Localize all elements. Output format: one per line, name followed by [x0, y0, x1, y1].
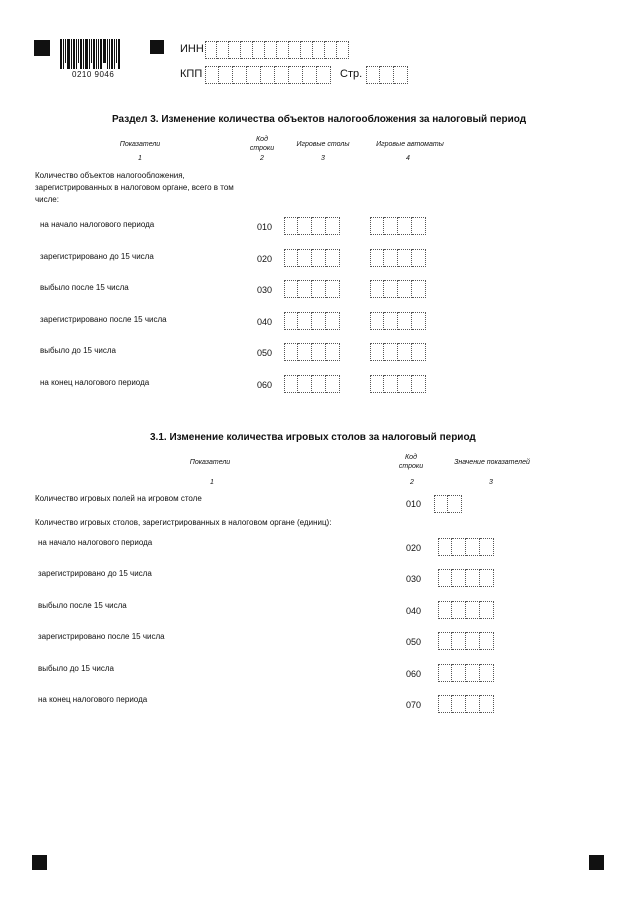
- s3-col-tables: Игровые столы: [296, 141, 350, 148]
- s31-row-code: 020: [406, 543, 422, 553]
- barcode-bar: [83, 39, 84, 69]
- barcode-bar: [60, 39, 62, 69]
- section3-title: Раздел 3. Изменение количества объектов налогообложения за налоговый период: [112, 114, 527, 125]
- entry-cell[interactable]: [312, 280, 326, 298]
- s3-row-label: выбыло до 15 числа: [40, 346, 116, 355]
- entry-cell[interactable]: [326, 312, 340, 330]
- entry-cell[interactable]: [265, 41, 277, 59]
- entry-cell[interactable]: [298, 343, 312, 361]
- entry-cell[interactable]: [480, 632, 494, 650]
- entry-cell[interactable]: [384, 217, 398, 235]
- s3-machines-value[interactable]: [370, 280, 426, 298]
- entry-cell[interactable]: [412, 249, 426, 267]
- entry-cell[interactable]: [398, 312, 412, 330]
- s3-machines-value[interactable]: [370, 217, 426, 235]
- s3-tables-value[interactable]: [284, 312, 340, 330]
- entry-cell[interactable]: [217, 41, 229, 59]
- entry-cell[interactable]: [253, 41, 265, 59]
- entry-cell[interactable]: [452, 569, 466, 587]
- entry-cell[interactable]: [298, 312, 312, 330]
- s3-col-num-4: 4: [406, 155, 410, 162]
- s3-tables-value[interactable]: [284, 343, 340, 361]
- barcode: [60, 39, 130, 69]
- s31-row-label: зарегистрировано после 15 числа: [38, 632, 165, 641]
- s3-row-code: 040: [257, 317, 273, 327]
- s31-value[interactable]: [438, 632, 494, 650]
- s31-row-label: на конец налогового периода: [38, 695, 148, 704]
- entry-cell[interactable]: [370, 249, 384, 267]
- barcode-bar: [96, 39, 97, 69]
- barcode-bar: [63, 39, 64, 69]
- kpp-field[interactable]: [205, 66, 331, 84]
- entry-cell[interactable]: [298, 217, 312, 235]
- entry-cell[interactable]: [205, 66, 219, 84]
- entry-cell[interactable]: [326, 280, 340, 298]
- s31-fields-value[interactable]: [434, 495, 462, 513]
- entry-cell[interactable]: [398, 249, 412, 267]
- entry-cell[interactable]: [313, 41, 325, 59]
- page-label: Стр.: [340, 68, 363, 80]
- s3-intro: Количество объектов налогообложения, зарегистрированных в налоговом органе, всего в том числе:: [35, 171, 234, 204]
- section31-title: 3.1. Изменение количества игровых столов за налоговый период: [150, 432, 476, 443]
- entry-cell[interactable]: [312, 312, 326, 330]
- entry-cell[interactable]: [284, 375, 298, 393]
- barcode-bar: [118, 39, 120, 69]
- entry-cell[interactable]: [480, 695, 494, 713]
- s3-row-code: 060: [257, 380, 273, 390]
- entry-cell[interactable]: [284, 249, 298, 267]
- entry-cell[interactable]: [394, 66, 408, 84]
- s3-col-indicators: Показатели: [119, 141, 161, 148]
- s3-row-label: выбыло после 15 числа: [40, 283, 129, 292]
- barcode-bar: [114, 39, 115, 69]
- entry-cell[interactable]: [289, 41, 301, 59]
- entry-cell[interactable]: [380, 66, 394, 84]
- s3-machines-value[interactable]: [370, 312, 426, 330]
- entry-cell[interactable]: [466, 601, 480, 619]
- entry-cell[interactable]: [261, 66, 275, 84]
- barcode-bar: [116, 39, 117, 63]
- entry-cell[interactable]: [398, 375, 412, 393]
- entry-cell[interactable]: [384, 280, 398, 298]
- entry-cell[interactable]: [370, 280, 384, 298]
- s31-col-num-3: 3: [489, 479, 493, 486]
- barcode-bar: [107, 39, 108, 69]
- entry-cell[interactable]: [241, 41, 253, 59]
- corner-marker-bottom-right: [589, 855, 604, 870]
- entry-cell[interactable]: [480, 538, 494, 556]
- entry-cell[interactable]: [284, 217, 298, 235]
- s3-row-code: 020: [257, 254, 273, 264]
- entry-cell[interactable]: [438, 601, 452, 619]
- entry-cell[interactable]: [298, 280, 312, 298]
- entry-cell[interactable]: [466, 632, 480, 650]
- entry-cell[interactable]: [205, 41, 217, 59]
- s3-tables-value[interactable]: [284, 249, 340, 267]
- s3-tables-value[interactable]: [284, 375, 340, 393]
- s31-value[interactable]: [438, 569, 494, 587]
- barcode-bar: [78, 39, 79, 63]
- entry-cell[interactable]: [284, 312, 298, 330]
- entry-cell[interactable]: [303, 66, 317, 84]
- entry-cell[interactable]: [317, 66, 331, 84]
- s3-col-num-3: 3: [321, 155, 325, 162]
- s3-row-label: зарегистрировано после 15 числа: [40, 315, 167, 324]
- entry-cell[interactable]: [384, 249, 398, 267]
- entry-cell[interactable]: [398, 217, 412, 235]
- s31-value[interactable]: [438, 538, 494, 556]
- entry-cell[interactable]: [412, 375, 426, 393]
- s31-value[interactable]: [438, 601, 494, 619]
- entry-cell[interactable]: [326, 343, 340, 361]
- barcode-bar: [103, 39, 106, 63]
- s3-tables-value[interactable]: [284, 217, 340, 235]
- barcode-bar: [67, 39, 70, 69]
- corner-marker-bottom-left: [32, 855, 47, 870]
- barcode-bar: [100, 39, 102, 69]
- barcode-bar: [111, 39, 113, 69]
- entry-cell[interactable]: [337, 41, 349, 59]
- barcode-bar: [73, 39, 75, 69]
- entry-cell[interactable]: [247, 66, 261, 84]
- entry-cell[interactable]: [434, 495, 448, 513]
- entry-cell[interactable]: [384, 343, 398, 361]
- s31-row-label: выбыло после 15 числа: [38, 601, 127, 610]
- s31-value[interactable]: [438, 664, 494, 682]
- kpp-label: КПП: [180, 68, 203, 80]
- entry-cell[interactable]: [301, 41, 313, 59]
- s31-row-label: выбыло до 15 числа: [38, 664, 114, 673]
- s31-row-label: зарегистрировано до 15 числа: [38, 569, 152, 578]
- entry-cell[interactable]: [284, 343, 298, 361]
- entry-cell[interactable]: [275, 66, 289, 84]
- s3-machines-value[interactable]: [370, 249, 426, 267]
- entry-cell[interactable]: [326, 249, 340, 267]
- s31-col-indicators: Показатели: [189, 459, 231, 466]
- barcode-bar: [89, 39, 90, 69]
- entry-cell[interactable]: [366, 66, 380, 84]
- s3-col-machines: Игровые автоматы: [376, 141, 444, 148]
- page-number-field[interactable]: [366, 66, 408, 84]
- barcode-bar: [91, 39, 92, 63]
- entry-cell[interactable]: [370, 343, 384, 361]
- s31-col-num-2: 2: [410, 479, 414, 486]
- s31-col-num-1: 1: [210, 479, 214, 486]
- entry-cell[interactable]: [233, 66, 247, 84]
- entry-cell[interactable]: [438, 695, 452, 713]
- entry-cell[interactable]: [312, 343, 326, 361]
- entry-cell[interactable]: [326, 375, 340, 393]
- s31-row-code: 070: [406, 700, 422, 710]
- barcode-bar: [76, 39, 77, 69]
- barcode-bar: [98, 39, 99, 69]
- entry-cell[interactable]: [284, 280, 298, 298]
- entry-cell[interactable]: [412, 280, 426, 298]
- s3-row-label: на конец налогового периода: [40, 378, 150, 387]
- entry-cell[interactable]: [384, 312, 398, 330]
- s31-fields-label: Количество игровых полей на игровом столе: [35, 494, 202, 503]
- entry-cell[interactable]: [398, 343, 412, 361]
- entry-cell[interactable]: [438, 569, 452, 587]
- barcode-number: 0210 9046: [72, 70, 115, 79]
- entry-cell[interactable]: [384, 375, 398, 393]
- entry-cell[interactable]: [438, 632, 452, 650]
- entry-cell[interactable]: [312, 249, 326, 267]
- entry-cell[interactable]: [370, 375, 384, 393]
- s3-col-code: Код строки: [249, 136, 275, 152]
- entry-cell[interactable]: [326, 217, 340, 235]
- entry-cell[interactable]: [438, 538, 452, 556]
- barcode-bar: [65, 39, 66, 63]
- s31-fields-code: 010: [406, 499, 422, 509]
- entry-cell[interactable]: [412, 217, 426, 235]
- entry-cell[interactable]: [466, 695, 480, 713]
- s31-row-code: 060: [406, 669, 422, 679]
- s3-col-num-2: 2: [260, 155, 264, 162]
- entry-cell[interactable]: [289, 66, 303, 84]
- entry-cell[interactable]: [325, 41, 337, 59]
- corner-marker-top-left: [34, 40, 50, 56]
- s3-row-code: 010: [257, 222, 273, 232]
- s31-row-label: на начало налогового периода: [38, 538, 153, 547]
- corner-marker-top-mid: [150, 40, 164, 54]
- s31-row-code: 030: [406, 574, 422, 584]
- inn-label: ИНН: [180, 43, 204, 55]
- entry-cell[interactable]: [480, 569, 494, 587]
- entry-cell[interactable]: [480, 664, 494, 682]
- barcode-bar: [80, 39, 82, 69]
- barcode-bar: [109, 39, 110, 69]
- entry-cell[interactable]: [412, 343, 426, 361]
- s3-row-label: на начало налогового периода: [40, 220, 155, 229]
- s3-col-num-1: 1: [138, 155, 142, 162]
- entry-cell[interactable]: [370, 312, 384, 330]
- inn-field[interactable]: [205, 41, 349, 59]
- entry-cell[interactable]: [312, 375, 326, 393]
- entry-cell[interactable]: [277, 41, 289, 59]
- entry-cell[interactable]: [448, 495, 462, 513]
- entry-cell[interactable]: [398, 280, 412, 298]
- s31-value[interactable]: [438, 695, 494, 713]
- entry-cell[interactable]: [298, 249, 312, 267]
- s3-row-code: 030: [257, 285, 273, 295]
- entry-cell[interactable]: [298, 375, 312, 393]
- s31-col-value: Значение показателей: [454, 459, 530, 466]
- entry-cell[interactable]: [452, 632, 466, 650]
- barcode-bar: [71, 39, 72, 69]
- s31-tables-intro: Количество игровых столов, зарегистрированных в налоговом органе (единиц):: [35, 518, 332, 527]
- barcode-bar: [85, 39, 88, 69]
- s3-machines-value[interactable]: [370, 375, 426, 393]
- s31-col-code: Код строки: [398, 454, 424, 470]
- entry-cell[interactable]: [370, 217, 384, 235]
- entry-cell[interactable]: [480, 601, 494, 619]
- entry-cell[interactable]: [452, 601, 466, 619]
- entry-cell[interactable]: [438, 664, 452, 682]
- entry-cell[interactable]: [466, 569, 480, 587]
- entry-cell[interactable]: [219, 66, 233, 84]
- entry-cell[interactable]: [452, 538, 466, 556]
- entry-cell[interactable]: [452, 695, 466, 713]
- entry-cell[interactable]: [312, 217, 326, 235]
- barcode-bar: [93, 39, 95, 69]
- s31-row-code: 040: [406, 606, 422, 616]
- entry-cell[interactable]: [452, 664, 466, 682]
- entry-cell[interactable]: [466, 538, 480, 556]
- s31-row-code: 050: [406, 637, 422, 647]
- s3-row-code: 050: [257, 348, 273, 358]
- entry-cell[interactable]: [466, 664, 480, 682]
- s3-machines-value[interactable]: [370, 343, 426, 361]
- entry-cell[interactable]: [412, 312, 426, 330]
- s3-row-label: зарегистрировано до 15 числа: [40, 252, 154, 261]
- s3-tables-value[interactable]: [284, 280, 340, 298]
- entry-cell[interactable]: [229, 41, 241, 59]
